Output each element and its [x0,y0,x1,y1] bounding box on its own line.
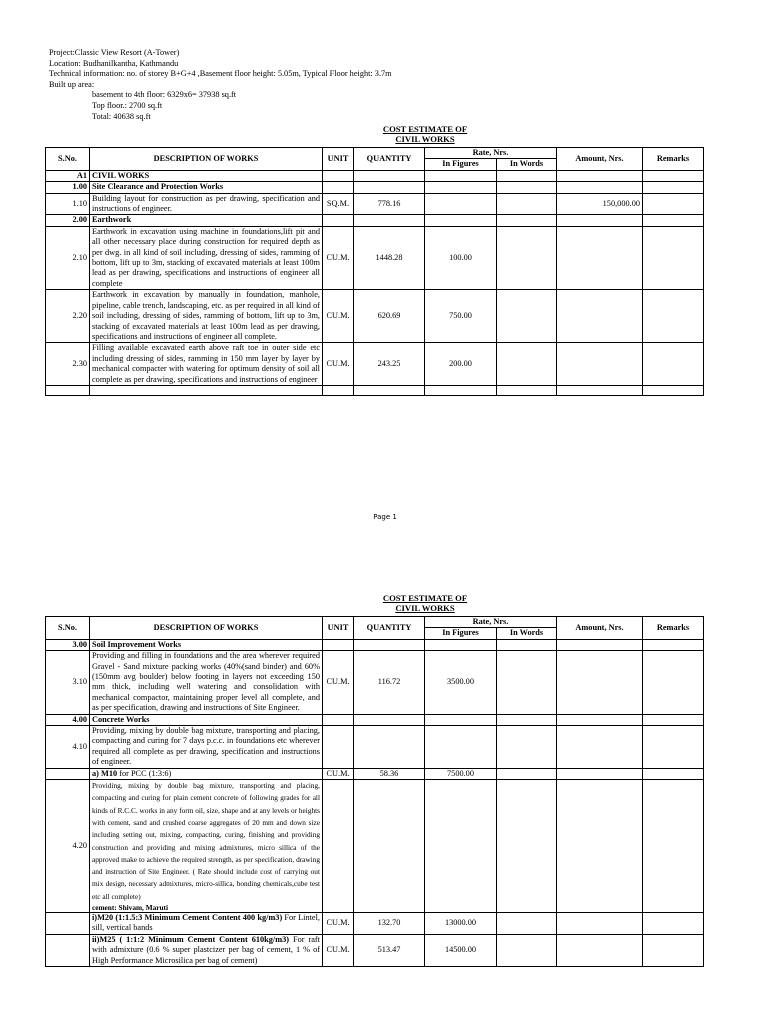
row-rate-figures [425,780,497,913]
row-unit [323,182,354,193]
row-remarks [643,182,704,193]
header-rate: Rate, Nrs. [425,148,557,159]
row-description [90,182,323,193]
row-rate-figures [425,639,497,650]
row-rate-words [497,780,557,913]
row-rate-words [497,639,557,650]
table-row [46,639,704,650]
row-rate-figures [425,726,497,769]
row-description [90,343,323,386]
header-in-figures: In Figures [425,628,497,639]
project-name: Project:Classic View Resort (A-Tower) [49,48,180,57]
description-note: cement: Shivam, Maruti [92,903,168,913]
row-amount [557,780,643,913]
row-description [90,215,323,226]
row-amount [557,651,643,714]
estimate-table-page2 [45,616,704,967]
row-rate-words [497,934,557,966]
row-description [90,934,323,966]
header-unit: UNIT [323,148,354,171]
table-row [46,226,704,289]
row-remarks [643,193,704,215]
row-sno [46,913,90,935]
header-unit: UNIT [323,617,354,640]
row-unit: CU.M. [323,343,354,386]
row-quantity [354,780,425,913]
row-sno: 2.30 [46,343,90,386]
description-text: Concrete Works [92,714,150,724]
row-description [90,726,323,769]
row-rate-words [497,182,557,193]
title-line-1: COST ESTIMATE OF [382,593,468,603]
row-rate-words [497,726,557,769]
row-quantity: 132.70 [354,913,425,935]
row-unit: CU.M. [323,913,354,935]
description-text: Building layout for construction as per drawing, specification and instructions of engineer. [92,193,320,214]
row-remarks [643,913,704,935]
row-rate-words [497,343,557,386]
row-description [90,768,323,779]
row-remarks [643,170,704,181]
row-rate-figures: 13000.00 [425,913,497,935]
row-rate-words [497,768,557,779]
header-quantity: QUANTITY [354,148,425,171]
row-description [90,193,323,215]
row-rate-figures [425,170,497,181]
table-row [46,170,704,181]
table-row [46,768,704,779]
table-row [46,651,704,714]
description-text: Soil Improvement Works [92,639,182,649]
description-text: Site Clearance and Protection Works [92,182,224,192]
description-text: Providing and filling in foundations and the area wherever required Gravel - Sand mixture packing works (40%(sand binder) and 60%(150mm avg boulder) below footing in layers not exceeding 150 mm thick, including well watering and consolidation with mechanical compactor, maintaining proper level all complete, and as per specification, drawing and instructions of Site Engineer. [92,651,320,713]
row-quantity: 116.72 [354,651,425,714]
row-quantity [354,170,425,181]
table-row [46,193,704,215]
row-amount [557,170,643,181]
table-row [46,182,704,193]
row-amount [557,714,643,725]
row-unit [323,170,354,181]
row-unit: CU.M. [323,290,354,343]
row-quantity: 243.25 [354,343,425,386]
row-unit [323,714,354,725]
table-row [46,290,704,343]
row-sno: 1.00 [46,182,90,193]
row-amount [557,226,643,289]
row-sno: A1 [46,170,90,181]
header-rate: Rate, Nrs. [425,617,557,628]
row-sno: 2.20 [46,290,90,343]
header-remarks: Remarks [643,617,704,640]
row-rate-figures [425,215,497,226]
row-rate-words [497,714,557,725]
header-amount: Amount, Nrs. [557,148,643,171]
blank-cell [557,385,643,395]
row-amount [557,934,643,966]
row-quantity: 513.47 [354,934,425,966]
estimate-title-page2 [360,593,490,613]
row-sno: 1.10 [46,193,90,215]
row-rate-figures [425,182,497,193]
header-in-figures: In Figures [425,159,497,170]
row-rate-words [497,290,557,343]
row-sno [46,934,90,966]
table-row [46,934,704,966]
row-quantity [354,726,425,769]
title-line-1: COST ESTIMATE OF [382,124,468,134]
blank-cell [425,385,497,395]
row-quantity [354,215,425,226]
row-amount [557,768,643,779]
row-sno: 4.10 [46,726,90,769]
row-description [90,651,323,714]
row-remarks [643,290,704,343]
estimate-table-page1 [45,147,704,396]
row-rate-words [497,215,557,226]
description-grade: a) M10 [92,768,118,778]
row-rate-figures: 7500.00 [425,768,497,779]
row-description [90,290,323,343]
row-amount [557,639,643,650]
estimate-rows-page2 [46,639,704,966]
row-quantity [354,714,425,725]
header-quantity: QUANTITY [354,617,425,640]
blank-row [46,385,704,395]
project-location: Location: Budhanilkantha, Kathmandu [49,58,179,68]
description-text: Earthwork in excavation using machine in foundations,lift pit and all other necessary place during construction for required depth as per dwg. in all kind of soil including, dressing of sides, ramming of bottom, lift up to 3m, stacking of excavated materials at least 100m lead as per drawing, specifications and instructions of engineer all complete [92,226,320,288]
row-remarks [643,651,704,714]
row-sno [46,768,90,779]
description-text: CIVIL WORKS [92,170,150,180]
row-description [90,639,323,650]
top-floor-area: Top floor.: 2700 sq.ft [92,100,163,110]
row-sno: 4.20 [46,780,90,913]
header-in-words: In Words [497,159,557,170]
row-rate-figures: 750.00 [425,290,497,343]
blank-cell [497,385,557,395]
row-quantity: 1448.28 [354,226,425,289]
row-unit [323,726,354,769]
row-sno: 4.00 [46,714,90,725]
page-number: Page 1 [373,513,397,521]
title-line-2: CIVIL WORKS [395,134,455,144]
row-remarks [643,768,704,779]
table-row [46,913,704,935]
row-sno: 3.00 [46,639,90,650]
row-rate-figures [425,193,497,215]
estimate-title-page1 [360,124,490,144]
blank-cell [643,385,704,395]
row-sno: 2.10 [46,226,90,289]
header-description: DESCRIPTION OF WORKS [90,148,323,171]
row-remarks [643,343,704,386]
row-unit [323,780,354,913]
row-sno: 2.00 [46,215,90,226]
row-unit: CU.M. [323,768,354,779]
blank-cell [354,385,425,395]
row-amount [557,726,643,769]
row-rate-words [497,170,557,181]
header-amount: Amount, Nrs. [557,617,643,640]
description-grade: i)M20 (1:1.5:3 Minimum Cement Content 400 kg/m3) [92,913,283,923]
row-quantity: 58.36 [354,768,425,779]
row-amount [557,215,643,226]
blank-cell [90,385,323,395]
row-rate-words [497,651,557,714]
row-rate-words [497,226,557,289]
row-amount [557,290,643,343]
row-unit: CU.M. [323,226,354,289]
table-row [46,726,704,769]
row-rate-figures: 3500.00 [425,651,497,714]
row-rate-words [497,193,557,215]
row-quantity: 778.16 [354,193,425,215]
row-description [90,714,323,725]
row-rate-figures: 14500.00 [425,934,497,966]
basement-area: basement to 4th floor: 6329x6= 37938 sq.ft [92,90,237,100]
description-text: Filling available excavated earth above raft toe in outer side etc including dressing of sides, ramming in 150 mm layer by layer by mechanical compacter with watering for optimum density of soil all complete as per drawing, specifications and instructions of engineer [92,343,320,384]
row-amount [557,343,643,386]
row-amount [557,913,643,935]
row-remarks [643,780,704,913]
table-row [46,780,704,913]
description-text: Providing, mixing by double bag mixture, transporting and placing, compacting and curing for 7 days p.c.c. in foundations etc wherever required all complete as per drawing, specification and instructions of engineer. [92,726,320,767]
description-text: Earthwork [92,215,132,225]
row-remarks [643,215,704,226]
table-row [46,343,704,386]
description-text: For raft with admixture (0.6 % super plastcizer per bag of cement, 1 % of High Performance Microsilica per bag of cement) [92,934,320,965]
row-remarks [643,639,704,650]
row-unit: CU.M. [323,651,354,714]
row-description [90,780,323,913]
row-rate-figures: 200.00 [425,343,497,386]
row-rate-figures [425,714,497,725]
row-quantity [354,182,425,193]
row-unit: CU.M. [323,934,354,966]
blank-cell [46,385,90,395]
description-grade: ii)M25 ( 1:1:2 Minimum Cement Content 610kg/m3) [92,934,290,944]
title-line-2: CIVIL WORKS [395,603,455,613]
row-description [90,170,323,181]
row-description [90,913,323,935]
row-remarks [643,726,704,769]
built-up-label: Built up area: [49,79,95,89]
row-quantity: 620.69 [354,290,425,343]
row-unit [323,639,354,650]
row-remarks [643,714,704,725]
technical-info: Technical information: no. of storey B+G+4 ,Basement floor height: 5.05m, Typical Floor height: 3.7m [49,69,392,79]
header-in-words: In Words [497,628,557,639]
row-description [90,226,323,289]
header-remarks: Remarks [643,148,704,171]
description-text: Providing, mixing by double bag mixture, transporting and placing, compacting and curing for plain cement concrete of following grades for all kinds of R.C.C. works in any form oil, size, shape and at any levels or heights with cement, sand and crushed coarse aggregates of 20 mm and down size including setting out, mixing, compacting, curing, finishing and providing construction and providing and mixing admixtures, micro sillica of the approved make to achieve the required strength, as per specification, drawing and instruction of Site Engineer. ( Rate should include cost of carrying out mix design, necessary admixtures, micro-sillica, bonding chemicals,cube test etc all complete) [92,781,320,901]
row-remarks [643,226,704,289]
row-unit: SQ.M. [323,193,354,215]
header-sno: S.No. [46,617,90,640]
row-rate-words [497,913,557,935]
header-description: DESCRIPTION OF WORKS [90,617,323,640]
description-text: For Lintel, sill, vertical bands [92,913,320,933]
row-amount [557,182,643,193]
project-info [49,48,392,122]
row-remarks [643,934,704,966]
row-unit [323,215,354,226]
total-area: Total: 40638 sq.ft [92,111,151,121]
description-text: Earthwork in excavation by manually in foundation, manhole, pipeline, cable trench, landscaping, etc. as per required in all kind of soil including, dressing of sides, ramming of bottom, lift up to 3m, stacking of excavated materials at least 100m lead as per drawing, specifications and instructions of engineer all complete. [92,290,320,341]
row-sno: 3.10 [46,651,90,714]
row-quantity [354,639,425,650]
row-rate-figures: 100.00 [425,226,497,289]
description-text: for PCC (1:3:6) [117,768,172,778]
row-amount: 150,000.00 [557,193,643,215]
table-row [46,714,704,725]
table-row [46,215,704,226]
estimate-rows-page1 [46,170,704,395]
blank-cell [323,385,354,395]
header-sno: S.No. [46,148,90,171]
